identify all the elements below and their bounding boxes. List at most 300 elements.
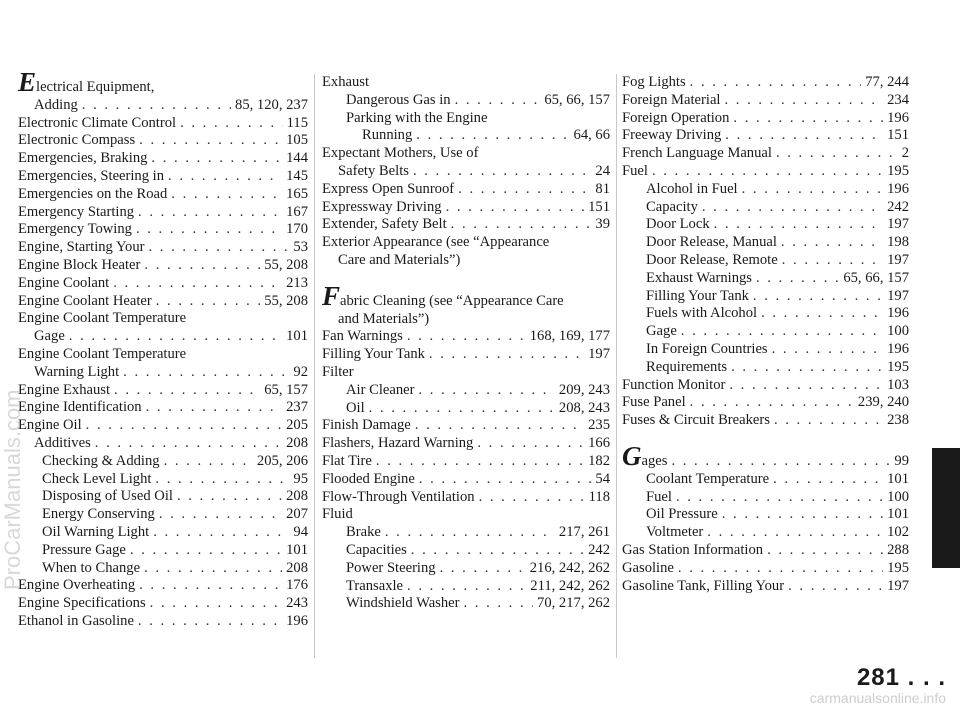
entry-pages: 242 [588, 541, 610, 558]
entry-label [322, 471, 415, 489]
dot-leader [446, 199, 585, 217]
dot-leader [440, 560, 526, 578]
dot-leader [774, 412, 883, 430]
entry-label [18, 168, 164, 186]
dot-leader [773, 471, 883, 489]
entry-pages: 182 [588, 452, 610, 469]
entry-label [18, 346, 186, 362]
index-entry [622, 270, 909, 288]
dot-leader [144, 257, 260, 275]
entry-pages: 65, 66, 157 [544, 91, 610, 108]
entry-label [646, 181, 738, 199]
index-entry [622, 163, 909, 181]
entry-pages: 198 [887, 234, 909, 251]
dot-leader [742, 181, 883, 199]
entry-pages: 101 [887, 470, 909, 487]
entry-label [646, 216, 710, 234]
entry-text: Emergencies on the Road [18, 185, 168, 202]
watermark-side: ProCarManuals.com [0, 389, 25, 590]
index-entry [18, 97, 308, 115]
dot-leader [463, 595, 533, 613]
entry-label [322, 435, 473, 453]
index-entry [622, 359, 909, 377]
entry-text: Filling Your Tank [322, 346, 425, 363]
index-entry [18, 186, 308, 204]
index-entry [322, 524, 610, 542]
dot-leader [156, 293, 260, 311]
section-thumb-tab [932, 448, 960, 568]
entry-label [622, 127, 721, 145]
index-entry [322, 127, 610, 145]
entry-text: Emergency Starting [18, 203, 135, 220]
entry-pages: 196 [286, 612, 308, 629]
entry-label [362, 127, 412, 145]
entry-label [322, 346, 425, 364]
entry-pages: 209, 243 [558, 381, 610, 398]
entry-pages: 197 [588, 346, 610, 363]
entry-text: Voltmeter [646, 524, 704, 541]
dot-leader [725, 127, 883, 145]
index-entry [622, 127, 909, 145]
entry-label [322, 280, 564, 311]
dot-leader [477, 435, 584, 453]
entry-text: Freeway Driving [622, 127, 722, 144]
dot-leader [180, 115, 283, 133]
index-entry [322, 382, 610, 400]
entry-label [646, 489, 672, 507]
index-entry [622, 489, 909, 507]
index-entry [18, 524, 308, 542]
index-entry [18, 488, 308, 506]
index-entry [322, 471, 610, 489]
entry-pages: 196 [887, 180, 909, 197]
index-entry [622, 440, 909, 471]
entry-text: Foreign Operation [622, 109, 730, 126]
entry-label [622, 542, 763, 560]
entry-label [622, 163, 648, 181]
entry-text: Emergencies, Steering in [18, 167, 165, 184]
entry-label [322, 364, 354, 380]
dot-leader [419, 471, 592, 489]
entry-label [646, 270, 752, 288]
entry-label [34, 328, 65, 346]
entry-label [322, 145, 478, 161]
entry-text: Transaxle [346, 577, 404, 594]
entry-text: Fuses & Circuit Breakers [622, 412, 770, 429]
entry-pages: 105 [286, 132, 308, 149]
entry-pages: 101 [286, 541, 308, 558]
dot-leader [415, 417, 584, 435]
entry-text: Engine Overheating [18, 577, 136, 594]
entry-pages: 64, 66 [573, 127, 610, 144]
entry-pages: 166 [588, 435, 610, 452]
entry-pages: 195 [887, 358, 909, 375]
index-entry [322, 417, 610, 435]
entry-text: Engine, Starting Your [18, 239, 145, 256]
index-entry [622, 412, 909, 430]
entry-label [18, 204, 134, 222]
dot-leader [455, 92, 541, 110]
entry-label [346, 92, 451, 110]
entry-text: ages [641, 452, 668, 469]
entry-text: Door Release, Remote [646, 251, 778, 268]
entry-pages: 243 [286, 595, 308, 612]
entry-text: Door Release, Manual [646, 234, 777, 251]
entry-label [322, 328, 403, 346]
entry-text: Expectant Mothers, Use of [322, 145, 479, 162]
index-entry [322, 400, 610, 418]
watermark-bottom: carmanualsonline.info [809, 690, 946, 706]
entry-pages: 2 [901, 145, 909, 162]
dot-leader [385, 524, 555, 542]
index-entry [622, 92, 909, 110]
dot-leader [148, 239, 289, 257]
dot-leader [690, 74, 862, 92]
entry-text: Express Open Sunroof [322, 180, 455, 197]
entry-pages: 118 [588, 488, 610, 505]
dot-leader [407, 328, 526, 346]
index-entry [18, 204, 308, 222]
entry-label [18, 221, 132, 239]
entry-label [646, 252, 778, 270]
entry-label [18, 293, 152, 311]
index-entry [18, 364, 308, 382]
entry-pages: 100 [887, 323, 909, 340]
entry-label [322, 181, 454, 199]
entry-text: Flashers, Hazard Warning [322, 435, 474, 452]
entry-text: Fluid [322, 506, 353, 523]
index-entry [622, 305, 909, 323]
entry-text: Oil Pressure [646, 506, 718, 523]
entry-text: Filter [322, 363, 354, 380]
index-entry [18, 506, 308, 524]
entry-text: and Materials”) [338, 310, 430, 327]
entry-label [18, 239, 144, 257]
index-entry [18, 542, 308, 560]
entry-label [322, 489, 475, 507]
dot-leader [776, 145, 898, 163]
index-entry [622, 377, 909, 395]
index-entry [622, 199, 909, 217]
entry-pages: 195 [887, 162, 909, 179]
index-entry [322, 578, 610, 596]
entry-label [18, 595, 146, 613]
index-entry [322, 163, 610, 181]
index-entry [322, 252, 610, 270]
dot-leader [82, 97, 231, 115]
index-entry [18, 471, 308, 489]
dot-leader [767, 542, 883, 560]
entry-text: Gas Station Information [622, 541, 764, 558]
entry-text: Exhaust Warnings [646, 269, 752, 286]
dot-leader [753, 288, 883, 306]
index-entry [322, 364, 610, 382]
dot-leader [138, 204, 282, 222]
dot-leader [781, 234, 883, 252]
entry-text: Electronic Compass [18, 132, 136, 149]
entry-pages: 197 [887, 577, 909, 594]
entry-label [622, 412, 770, 430]
dot-leader [411, 542, 584, 560]
entry-label [346, 542, 407, 560]
index-entry [622, 110, 909, 128]
entry-pages: 208, 243 [558, 399, 610, 416]
entry-text: Capacity [646, 198, 698, 215]
entry-text: Gage [646, 323, 677, 340]
entry-pages: 208 [286, 434, 308, 451]
entry-label [34, 364, 119, 382]
entry-text: Check Level Light [42, 470, 152, 487]
entry-label [18, 275, 109, 293]
column-divider [314, 74, 315, 658]
entry-text: Exterior Appearance (see “Appearance [322, 234, 550, 251]
dot-leader [123, 364, 289, 382]
index-entry [322, 311, 610, 329]
entry-label [346, 595, 459, 613]
entry-label [18, 613, 134, 631]
entry-text: Engine Coolant Temperature [18, 345, 187, 362]
entry-pages: 197 [887, 251, 909, 268]
entry-text: Checking & Adding [42, 452, 160, 469]
entry-label [18, 115, 176, 133]
index-entry [322, 435, 610, 453]
dot-leader [458, 181, 591, 199]
entry-pages: 24 [595, 162, 610, 179]
index-entry [622, 560, 909, 578]
dot-leader [788, 578, 883, 596]
entry-pages: 197 [887, 216, 909, 233]
entry-text: Fuel [646, 488, 672, 505]
entry-pages: 288 [887, 541, 909, 558]
index-entry [18, 453, 308, 471]
entry-text: Fan Warnings [322, 328, 403, 345]
entry-text: Fog Lights [622, 74, 686, 90]
dot-leader [69, 328, 282, 346]
index-entry [622, 323, 909, 341]
entry-label [34, 97, 78, 115]
entry-label [18, 382, 110, 400]
index-column-3 [622, 74, 909, 595]
entry-text: Adding [34, 96, 78, 113]
entry-text: Dangerous Gas in [346, 91, 451, 108]
index-entry [622, 341, 909, 359]
index-entry [622, 181, 909, 199]
entry-text: Emergency Towing [18, 221, 132, 238]
entry-pages: 167 [286, 203, 308, 220]
entry-label [646, 524, 703, 542]
entry-label [322, 216, 447, 234]
dot-leader [702, 199, 883, 217]
index-entry [622, 252, 909, 270]
entry-label [346, 524, 381, 542]
entry-text: Additives [34, 434, 91, 451]
page-number: 281 . . . [856, 664, 946, 691]
entry-label [622, 92, 720, 110]
section-gap [622, 430, 909, 448]
index-entry [322, 489, 610, 507]
index-entry [18, 150, 308, 168]
entry-text: Electronic Climate Control [18, 114, 177, 131]
index-entry [18, 257, 308, 275]
entry-label [34, 435, 91, 453]
entry-pages: 55, 208 [264, 292, 308, 309]
entry-pages: 85, 120, 237 [235, 96, 308, 113]
index-entry [622, 288, 909, 306]
entry-pages: 95 [293, 470, 308, 487]
entry-pages: 103 [887, 376, 909, 393]
entry-pages: 213 [286, 274, 308, 291]
index-entry [322, 74, 610, 92]
entry-pages: 217, 261 [558, 524, 610, 541]
entry-text: French Language Manual [622, 145, 772, 162]
entry-label [18, 186, 167, 204]
dot-leader [729, 377, 883, 395]
entry-label [322, 506, 353, 522]
index-entry [18, 239, 308, 257]
dot-leader [130, 542, 282, 560]
index-entry [18, 613, 308, 631]
entry-text: Alcohol in Fuel [646, 180, 738, 197]
dot-leader [782, 252, 883, 270]
index-entry [622, 542, 909, 560]
dot-leader [429, 346, 584, 364]
entry-pages: 197 [887, 287, 909, 304]
entry-pages: 39 [595, 216, 610, 233]
entry-text: Parking with the Engine [346, 109, 488, 126]
entry-pages: 176 [286, 577, 308, 594]
entry-text: Oil [346, 399, 365, 416]
entry-text: Engine Specifications [18, 595, 146, 612]
entry-pages: 144 [286, 150, 308, 167]
entry-label [338, 311, 429, 327]
entry-label [322, 74, 369, 90]
entry-text: Foreign Material [622, 91, 721, 108]
index-column-1 [18, 67, 308, 631]
dot-leader [113, 275, 282, 293]
index-entry [322, 506, 610, 524]
entry-text: Engine Coolant Heater [18, 292, 152, 309]
dot-leader [416, 127, 569, 145]
entry-text: Running [362, 127, 413, 144]
section-letter: E [18, 67, 37, 97]
dot-leader [177, 488, 282, 506]
dot-leader [407, 578, 526, 596]
entry-pages: 165 [286, 185, 308, 202]
dot-leader [168, 168, 282, 186]
dot-leader [714, 216, 883, 234]
index-entry [622, 394, 909, 412]
entry-text: Emergencies, Braking [18, 150, 148, 167]
entry-pages: 55, 208 [264, 256, 308, 273]
dot-leader [733, 110, 883, 128]
entry-label [622, 578, 784, 596]
dot-leader [413, 163, 591, 181]
entry-label [622, 560, 674, 578]
dot-leader [724, 92, 883, 110]
index-entry [18, 346, 308, 364]
dot-leader [671, 453, 890, 471]
entry-pages: 196 [887, 340, 909, 357]
entry-label [322, 453, 372, 471]
entry-pages: 170 [286, 221, 308, 238]
entry-pages: 145 [286, 167, 308, 184]
entry-text: Brake [346, 524, 381, 541]
entry-text: Flow-Through Ventilation [322, 488, 475, 505]
index-entry [18, 275, 308, 293]
entry-label [346, 382, 414, 400]
entry-label [646, 234, 777, 252]
index-entry [18, 577, 308, 595]
index-entry [322, 542, 610, 560]
entry-text: Engine Exhaust [18, 381, 111, 398]
entry-label [646, 506, 718, 524]
index-entry [322, 199, 610, 217]
index-entry [622, 524, 909, 542]
entry-text: Gasoline Tank, Filling Your [622, 577, 785, 594]
entry-label [322, 417, 411, 435]
entry-label [646, 305, 757, 323]
entry-pages: 65, 66, 157 [843, 269, 909, 286]
entry-label [346, 578, 403, 596]
dot-leader [479, 489, 585, 507]
entry-text: Engine Block Heater [18, 256, 141, 273]
dot-leader [652, 163, 883, 181]
entry-text: When to Change [42, 559, 141, 576]
entry-label [42, 453, 160, 471]
index-entry [18, 399, 308, 417]
entry-label [338, 252, 460, 268]
dot-leader [171, 186, 282, 204]
section-letter: F [322, 280, 341, 311]
entry-pages: 151 [588, 198, 610, 215]
entry-text: Engine Oil [18, 417, 82, 434]
index-entry [322, 328, 610, 346]
entry-text: Flooded Engine [322, 470, 415, 487]
dot-leader [690, 394, 854, 412]
entry-label [338, 163, 409, 181]
dot-leader [756, 270, 839, 288]
entry-pages: 115 [286, 114, 308, 131]
entry-pages: 237 [286, 399, 308, 416]
entry-label [346, 110, 487, 126]
entry-text: Fuels with Alcohol [646, 305, 758, 322]
entry-pages: 101 [286, 328, 308, 345]
entry-text: Exhaust [322, 74, 370, 90]
entry-pages: 205 [286, 417, 308, 434]
dot-leader [138, 613, 282, 631]
entry-pages: 207 [286, 506, 308, 523]
entry-label [346, 560, 436, 578]
entry-label [42, 471, 151, 489]
entry-text: abric Cleaning (see “Appearance Care [340, 292, 564, 309]
dot-leader [418, 382, 554, 400]
entry-text: Disposing of Used Oil [42, 488, 173, 505]
entry-label [646, 199, 698, 217]
entry-pages: 70, 217, 262 [537, 595, 610, 612]
dot-leader [136, 221, 282, 239]
entry-text: Engine Identification [18, 399, 142, 416]
entry-pages: 54 [595, 470, 610, 487]
entry-text: lectrical Equipment, [36, 79, 155, 95]
entry-label [646, 471, 769, 489]
entry-label [42, 488, 173, 506]
entry-label [18, 150, 147, 168]
dot-leader [681, 323, 883, 341]
entry-text: Coolant Temperature [646, 470, 770, 487]
entry-text: Filling Your Tank [646, 287, 749, 304]
entry-label [42, 506, 155, 524]
entry-pages: 205, 206 [256, 452, 308, 469]
